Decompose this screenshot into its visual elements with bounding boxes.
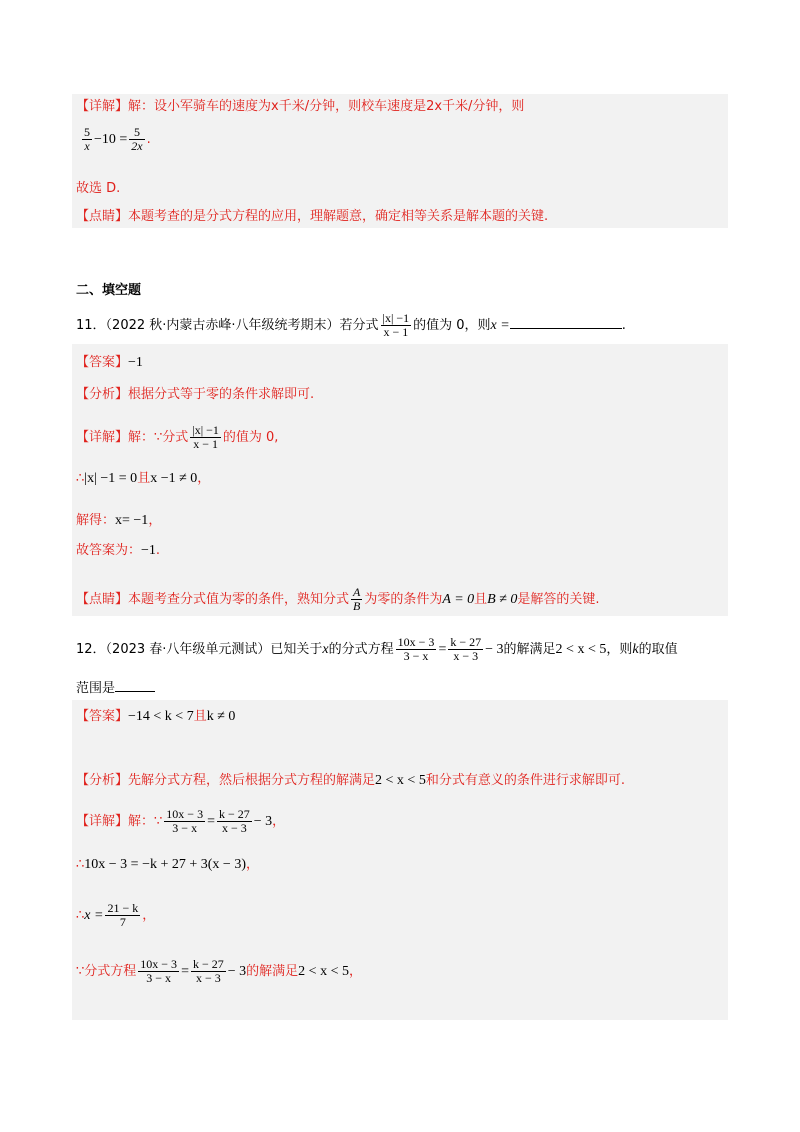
q11-detail-line1: 【详解】解：∵分式 $\frac{|x| -1}{x - 1}$ 的值为 0,: [76, 423, 279, 451]
q12-answer: 【答案】−14 < k < 7且k ≠ 0: [76, 709, 236, 724]
q11-answer: 【答案】−1: [76, 355, 143, 370]
detail-text: 解：设小军骑车的速度为x千米/分钟，则校车速度是2x千米/分钟，则: [128, 99, 525, 114]
q10-choose: 故选 D.: [76, 181, 121, 196]
q10-equation: $\frac{5}{x}$ −10 = $\frac{5}{2x}$ .: [84, 125, 151, 153]
q11-detail-line4: 故答案为：−1.: [76, 543, 161, 558]
q12-detail-line2: ∴10x − 3 = −k + 27 + 3(x − 3)，: [76, 857, 259, 872]
section-title: 二、填空题: [76, 283, 142, 298]
answer-blank[interactable]: [510, 328, 622, 329]
q12-detail-line1: 【详解】解：∵ $\frac{10x - 3}{3 - x}$ = $\frac{k - 27}{x - 3}$ − 3，: [76, 807, 286, 835]
q10-comment: 【点睛】本题考查的是分式方程的应用，理解题意，确定相等关系是解本题的关键.: [76, 209, 549, 224]
q11-detail-line3: 解得：x= −1，: [76, 513, 162, 528]
q11-comment: 【点睛】本题考查分式值为零的条件，熟知分式 $\frac{A}{B}$ 为零的条件为A = 0且B ≠ 0是解答的关键.: [76, 585, 600, 613]
detail-tag: 【详解】: [76, 99, 129, 114]
q12-analysis: 【分析】先解分式方程，然后根据分式方程的解满足2 < x < 5和分式有意义的条件进行求解即可.: [76, 773, 625, 788]
answer-blank[interactable]: [115, 691, 155, 692]
q12-stem-line1: 12．（2023 春·八年级单元测试）已知关于x的分式方程 $\frac{10x - 3}{3 - x}$ = $\frac{k - 27}{x - 3}$ − 3的解满足2 < x < 5，则k的取值: [76, 635, 678, 663]
q11-stem: 11．（2022 秋·内蒙古赤峰·八年级统考期末）若分式 $\frac{|x| -1}{x - 1}$ 的值为 0，则x = .: [76, 311, 626, 339]
q11-analysis: 【分析】根据分式等于零的条件求解即可.: [76, 387, 315, 402]
q12-detail-line4: ∵分式方程 $\frac{10x - 3}{3 - x}$ = $\frac{k - 27}{x - 3}$ − 3的解满足2 < x < 5，: [76, 957, 362, 985]
q12-stem-line2: 范围是: [76, 680, 155, 698]
q11-detail-line2: ∴|x| −1 = 0且x −1 ≠ 0，: [76, 471, 211, 486]
q10-detail-line1: [76, 98, 524, 116]
q12-detail-line3: ∴x = $\frac{21 - k}{7}$ ，: [76, 901, 156, 929]
